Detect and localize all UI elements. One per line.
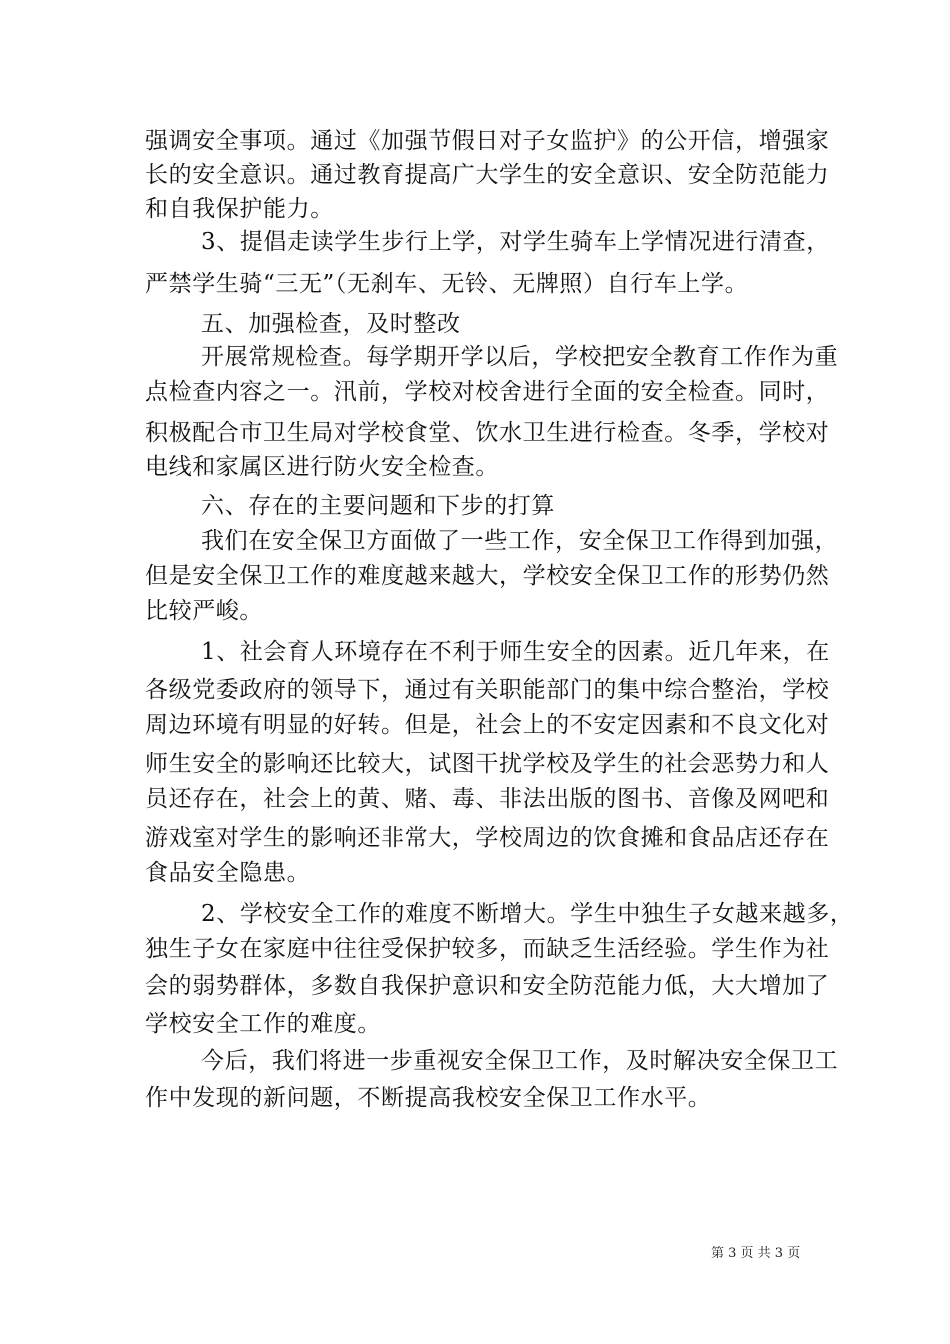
text-line: 学校安全工作的难度。 xyxy=(145,1011,381,1037)
section-heading: 五、加强检查，及时整改 xyxy=(201,311,461,337)
text-line: 长的安全意识。通过教育提高广大学生的安全意识、安全防范能力 xyxy=(145,162,830,188)
text-line: 周边环境有明显的好转。但是，社会上的不安定因素和不良文化对 xyxy=(145,712,830,738)
text-line: 电线和家属区进行防火安全检查。 xyxy=(145,454,499,480)
text-line: 会的弱势群体，多数自我保护意识和安全防范能力低，大大增加了 xyxy=(145,973,830,999)
text-line: 比较严峻。 xyxy=(145,598,263,624)
text-line: 和自我保护能力。 xyxy=(145,196,334,222)
text-line: 我们在安全保卫方面做了一些工作，安全保卫工作得到加强， xyxy=(201,528,839,554)
text-line: 3、提倡走读学生步行上学，对学生骑车上学情况进行清查， xyxy=(201,229,830,255)
text-line: 严禁学生骑“三无”（无刹车、无铃、无牌照）自行车上学。 xyxy=(145,271,749,297)
text-line: 1、社会育人环境存在不利于师生安全的因素。近几年来，在 xyxy=(201,639,830,665)
text-line: 2、学校安全工作的难度不断增大。学生中独生子女越来越多， xyxy=(201,901,854,927)
text-line: 师生安全的影响还比较大，试图干扰学校及学生的社会恶势力和人 xyxy=(145,751,830,777)
text-line: 但是安全保卫工作的难度越来越大，学校安全保卫工作的形势仍然 xyxy=(145,563,830,589)
text-line: 食品安全隐患。 xyxy=(145,860,311,886)
text-line: 开展常规检查。每学期开学以后，学校把安全教育工作作为重 xyxy=(201,344,839,370)
page-number: 第 3 页 共 3 页 xyxy=(711,1246,801,1261)
text-line: 点检查内容之一。汛前，学校对校舍进行全面的安全检查。同时， xyxy=(145,379,830,405)
text-line: 今后，我们将进一步重视安全保卫工作，及时解决安全保卫工 xyxy=(201,1048,839,1074)
text-line: 各级党委政府的领导下，通过有关职能部门的集中综合整治，学校 xyxy=(145,677,830,703)
text-line: 员还存在，社会上的黄、赌、毒、非法出版的图书、音像及网吧和 xyxy=(145,786,830,812)
section-heading: 六、存在的主要问题和下步的打算 xyxy=(201,493,555,519)
text-line: 积极配合市卫生局对学校食堂、饮水卫生进行检查。冬季，学校对 xyxy=(145,420,830,446)
text-line: 作中发现的新问题，不断提高我校安全保卫工作水平。 xyxy=(145,1085,712,1111)
text-line: 独生子女在家庭中往往受保护较多，而缺乏生活经验。学生作为社 xyxy=(145,936,830,962)
text-line: 强调安全事项。通过《加强节假日对子女监护》的公开信，增强家 xyxy=(145,128,830,154)
text-line: 游戏室对学生的影响还非常大，学校周边的饮食摊和食品店还存在 xyxy=(145,825,830,851)
